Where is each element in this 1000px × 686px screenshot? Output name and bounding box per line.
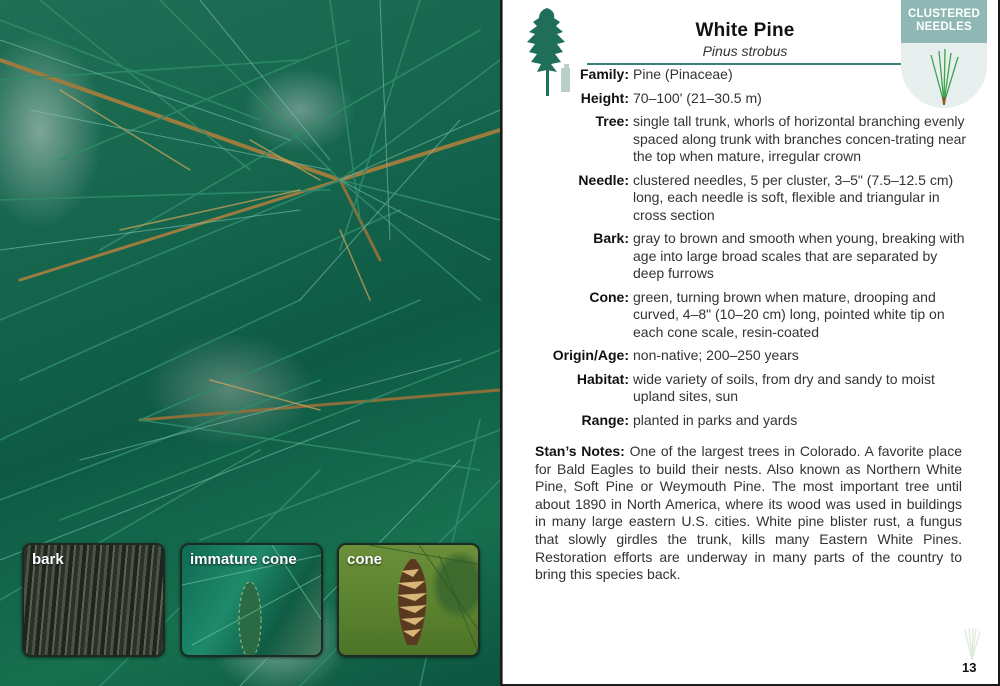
fact-range: [503, 412, 983, 430]
fact-label: Family:: [579, 66, 629, 82]
species-scientific-name: Pinus strobus: [702, 43, 788, 59]
fact-label: Needle:: [578, 171, 629, 188]
fact-origin-age: [503, 347, 983, 365]
notes-label: Stan’s Notes:: [535, 443, 625, 459]
badge-line-1: CLUSTERED: [907, 8, 981, 20]
fact-label: Tree:: [595, 113, 629, 129]
stans-notes: [535, 443, 962, 584]
fact-label: Origin/Age:: [552, 347, 629, 363]
page-corner-needles-icon: [961, 628, 983, 662]
notes-text: One of the largest trees in Colorado. A favorite place for Bald Eagles to build their nests. Also known as Northern White Pine, Soft Pine or Weymouth Pine. The most important tree until about 1890 in North America, where its wood was used in buildings in many large eastern U.S. cities. White pine blister rust, a fungus that slowly girdles the trunk, kills many Eastern White Pines. Restoration efforts are underway in many parts of the country to bring this species back.: [535, 443, 962, 583]
fact-value: Pine (Pinaceae): [633, 66, 733, 82]
fact-value: planted in parks and yards: [633, 411, 798, 428]
fact-label: Range:: [581, 411, 629, 428]
fact-label: Bark:: [593, 230, 629, 246]
title-block: [587, 20, 903, 59]
fact-value: gray to brown and smooth when young, breaking with age into large broad scales that are separated by deep furrows: [633, 230, 965, 281]
fact-needle: [503, 172, 983, 225]
inset-photo-immature-cone: [180, 543, 323, 657]
fact-bark: [503, 230, 983, 283]
inset-label-cone: cone: [347, 551, 383, 568]
fact-value: green, turning brown when mature, drooping and curved, 4–8" (10–20 cm) long, pointed white tip on each cone scale, resin-coated: [633, 288, 945, 340]
inset-photo-cone: [337, 543, 480, 657]
fact-height: [503, 90, 983, 108]
fact-label: Habitat:: [576, 370, 629, 387]
fact-cone: [503, 289, 983, 342]
fact-value: wide variety of soils, from dry and sandy to moist upland sites, sun: [633, 370, 935, 404]
inset-label-bark: bark: [32, 551, 64, 568]
badge-line-2: NEEDLES: [916, 21, 972, 33]
fact-value: single tall trunk, whorls of horizontal branching evenly spaced along trunk with branches concen-trating near the top when mature, irregular crown: [633, 113, 967, 164]
page-number: 13: [962, 660, 977, 675]
fact-habitat: [503, 371, 983, 406]
fact-label: Height:: [580, 89, 629, 106]
badge-label: [901, 0, 987, 43]
inset-photo-bark: [22, 543, 165, 657]
species-info-page: [502, 0, 998, 684]
fact-value: 70–100' (21–30.5 m): [633, 89, 762, 106]
fact-family: [503, 66, 983, 84]
title-divider: [587, 63, 901, 65]
fact-value: non-native; 200–250 years: [633, 347, 799, 363]
inset-label-immature-cone: immature cone: [190, 551, 297, 568]
species-common-name: White Pine: [695, 20, 795, 41]
fact-value: clustered needles, 5 per cluster, 3–5" (7.5–12.5 cm) long, each needle is soft, flexible and triangular in cross section: [633, 171, 954, 223]
fact-label: Cone:: [589, 288, 629, 305]
fact-list: [503, 66, 983, 435]
fact-tree: [503, 113, 983, 166]
